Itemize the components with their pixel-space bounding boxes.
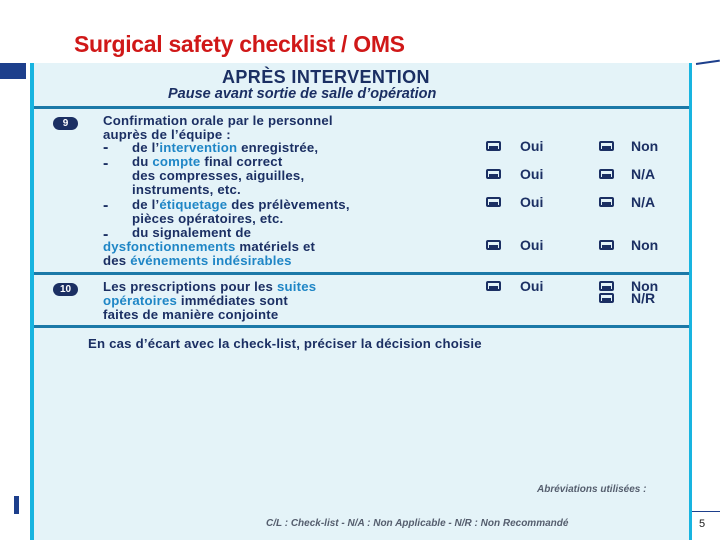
checklist-document: [30, 63, 692, 540]
item-compte-line3: instruments, etc.: [132, 182, 241, 197]
abbreviations-text: C/L : Check-list - N/A : Non Applicable - N/R : Non Recommandé: [266, 518, 569, 529]
deviation-instruction: En cas d’écart avec la check-list, préciser la décision choisie: [88, 336, 482, 351]
section-divider: [34, 325, 689, 328]
checkbox-non-prescriptions[interactable]: [599, 281, 614, 291]
item-etiquetage-text: de l’étiquetage des prélèvements,: [132, 197, 350, 212]
document-subtitle: Pause avant sortie de salle d’opération: [168, 86, 437, 102]
option-label: N/A: [631, 194, 656, 210]
slide-decoration-foot: [14, 496, 19, 514]
section-divider: [34, 272, 689, 275]
option-label: Oui: [520, 166, 544, 182]
bullet: -: [103, 226, 109, 243]
bullet: -: [103, 139, 109, 156]
option-label: N/R: [631, 290, 656, 306]
item-signalement-text: du signalement de: [132, 225, 252, 240]
option-label: Oui: [520, 138, 544, 154]
option-label: Non: [631, 138, 659, 154]
footer-rule: [690, 511, 720, 512]
item-compte-text: du compte final correct: [132, 154, 283, 169]
abbreviations-label: Abréviations utilisées :: [537, 484, 647, 495]
checkbox-na-etiquetage[interactable]: [599, 197, 614, 207]
checkbox-oui-compte[interactable]: [486, 169, 501, 179]
slide-decoration-bar: [0, 63, 26, 79]
option-label: N/A: [631, 166, 656, 182]
checkbox-na-compte[interactable]: [599, 169, 614, 179]
section9-heading-line1: Confirmation orale par le personnel: [103, 113, 333, 128]
slide-title: Surgical safety checklist / OMS: [74, 31, 405, 57]
item-signalement-line3: des événements indésirables: [103, 253, 292, 268]
option-label: Oui: [520, 237, 544, 253]
checkbox-oui-prescriptions[interactable]: [486, 281, 501, 291]
bullet: -: [103, 197, 109, 214]
checkbox-nr-prescriptions[interactable]: [599, 293, 614, 303]
checkbox-oui-signalement[interactable]: [486, 240, 501, 250]
checkbox-oui-etiquetage[interactable]: [486, 197, 501, 207]
item-intervention-text: de l’intervention enregistrée,: [132, 140, 319, 155]
section10-line2: opératoires immédiates sont: [103, 293, 288, 308]
section9-heading-line2: auprès de l’équipe :: [103, 127, 231, 142]
checkbox-non-intervention[interactable]: [599, 141, 614, 151]
item-signalement-line2: dysfonctionnements matériels et: [103, 239, 316, 254]
document-header: [34, 63, 689, 109]
option-label: Non: [631, 237, 659, 253]
option-label: Oui: [520, 278, 544, 294]
section10-line3: faites de manière conjointe: [103, 307, 279, 322]
section10-line1: Les prescriptions pour les suites: [103, 279, 317, 294]
page-number: 5: [699, 518, 706, 530]
document-title: APRÈS INTERVENTION: [222, 67, 430, 87]
option-label: Oui: [520, 194, 544, 210]
bullet: -: [103, 155, 109, 172]
option-label: Non: [631, 278, 659, 294]
checkbox-oui-intervention[interactable]: [486, 141, 501, 151]
section-number-badge: 10: [53, 283, 78, 296]
section-number-badge: 9: [53, 117, 78, 130]
item-etiquetage-line2: pièces opératoires, etc.: [132, 211, 284, 226]
item-compte-line2: des compresses, aiguilles,: [132, 168, 305, 183]
slide-decoration-line: [696, 60, 720, 65]
checkbox-non-signalement[interactable]: [599, 240, 614, 250]
